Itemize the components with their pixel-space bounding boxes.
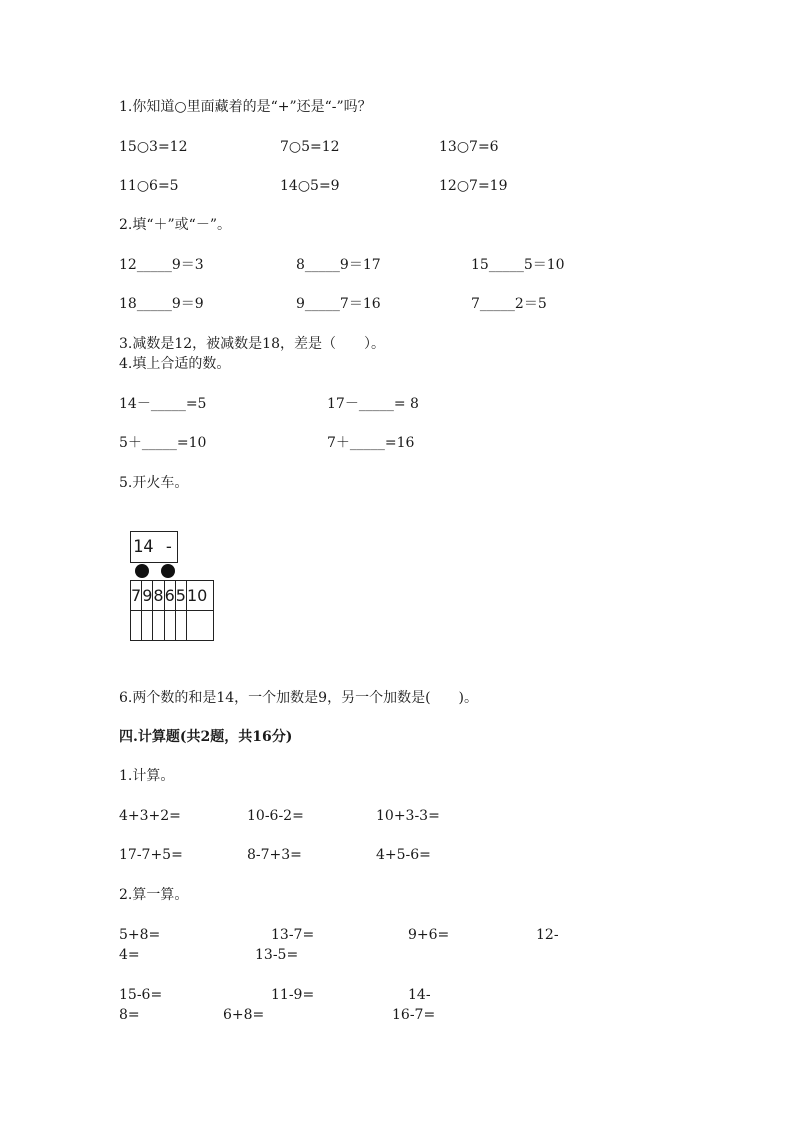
wheel-icon	[161, 564, 175, 578]
q2-item: 8_____9＝17	[296, 257, 381, 273]
q4-title: 4.填上合适的数。	[119, 356, 231, 372]
q3-text: 3.减数是12，被减数是18，差是（ ）。	[119, 336, 385, 352]
q1-title: 1.你知道○里面藏着的是“+”还是“-”吗？	[119, 99, 372, 115]
calc2-title: 2.算一算。	[119, 887, 189, 903]
car-number: 7	[131, 581, 142, 611]
calc2-item: 15-6=	[119, 987, 163, 1003]
calc2-item: 4=	[119, 947, 140, 963]
calc1-item: 10+3-3=	[376, 808, 440, 824]
q5-title: 5.开火车。	[119, 475, 189, 491]
q1-item: 12○7=19	[439, 178, 508, 194]
answer-cell[interactable]	[175, 611, 186, 641]
q4-item: 7＋_____=16	[327, 435, 415, 451]
calc2-item: 9+6=	[408, 927, 450, 943]
calc1-item: 10-6-2=	[247, 808, 304, 824]
section-heading: 四.计算题(共2题，共16分)	[119, 729, 293, 745]
q4-item: 17－_____= 8	[327, 396, 419, 412]
calc2-item: 16-7=	[392, 1007, 436, 1023]
calc2-item: 5+8=	[119, 927, 161, 943]
car-number: 9	[142, 581, 153, 611]
train-cars-table	[130, 580, 214, 641]
q1-item: 15○3=12	[119, 139, 188, 155]
calc2-item: 6+8=	[223, 1007, 265, 1023]
answer-cell[interactable]	[153, 611, 164, 641]
calc2-item: 12-	[536, 927, 559, 943]
answer-cell[interactable]	[164, 611, 175, 641]
q4-item: 14－_____=5	[119, 396, 207, 412]
q1-item: 7○5=12	[280, 139, 340, 155]
calc2-item: 13-7=	[271, 927, 315, 943]
q2-item: 7_____2＝5	[471, 296, 547, 312]
q2-item: 9_____7＝16	[296, 296, 381, 312]
car-number-row	[131, 581, 214, 611]
answer-cell[interactable]	[142, 611, 153, 641]
q4-item: 5＋_____=10	[119, 435, 207, 451]
car-number: 5	[175, 581, 186, 611]
calc1-item: 17-7+5=	[119, 847, 183, 863]
answer-cell[interactable]	[131, 611, 142, 641]
q2-item: 15_____5＝10	[471, 257, 565, 273]
car-number: 10	[186, 581, 213, 611]
calc2-item: 13-5=	[255, 947, 299, 963]
calc1-item: 8-7+3=	[247, 847, 302, 863]
calc1-item: 4+3+2=	[119, 808, 181, 824]
answer-cell[interactable]	[186, 611, 213, 641]
calc1-title: 1.计算。	[119, 768, 175, 784]
q2-item: 18_____9＝9	[119, 296, 204, 312]
q2-title: 2.填“＋”或“－”。	[119, 217, 231, 233]
calc2-item: 8=	[119, 1007, 140, 1023]
car-number: 6	[164, 581, 175, 611]
car-number: 8	[153, 581, 164, 611]
calc2-item: 11-9=	[271, 987, 315, 1003]
q1-item: 14○5=9	[280, 178, 340, 194]
q1-item: 11○6=5	[119, 178, 179, 194]
wheel-icon	[135, 564, 149, 578]
calc2-item: 14-	[408, 987, 431, 1003]
train-cab: 14 -	[130, 531, 178, 563]
q2-item: 12_____9＝3	[119, 257, 204, 273]
q1-item: 13○7=6	[439, 139, 499, 155]
car-answer-row	[131, 611, 214, 641]
q6-text: 6.两个数的和是14，一个加数是9，另一个加数是( )。	[119, 690, 479, 706]
calc1-item: 4+5-6=	[376, 847, 431, 863]
